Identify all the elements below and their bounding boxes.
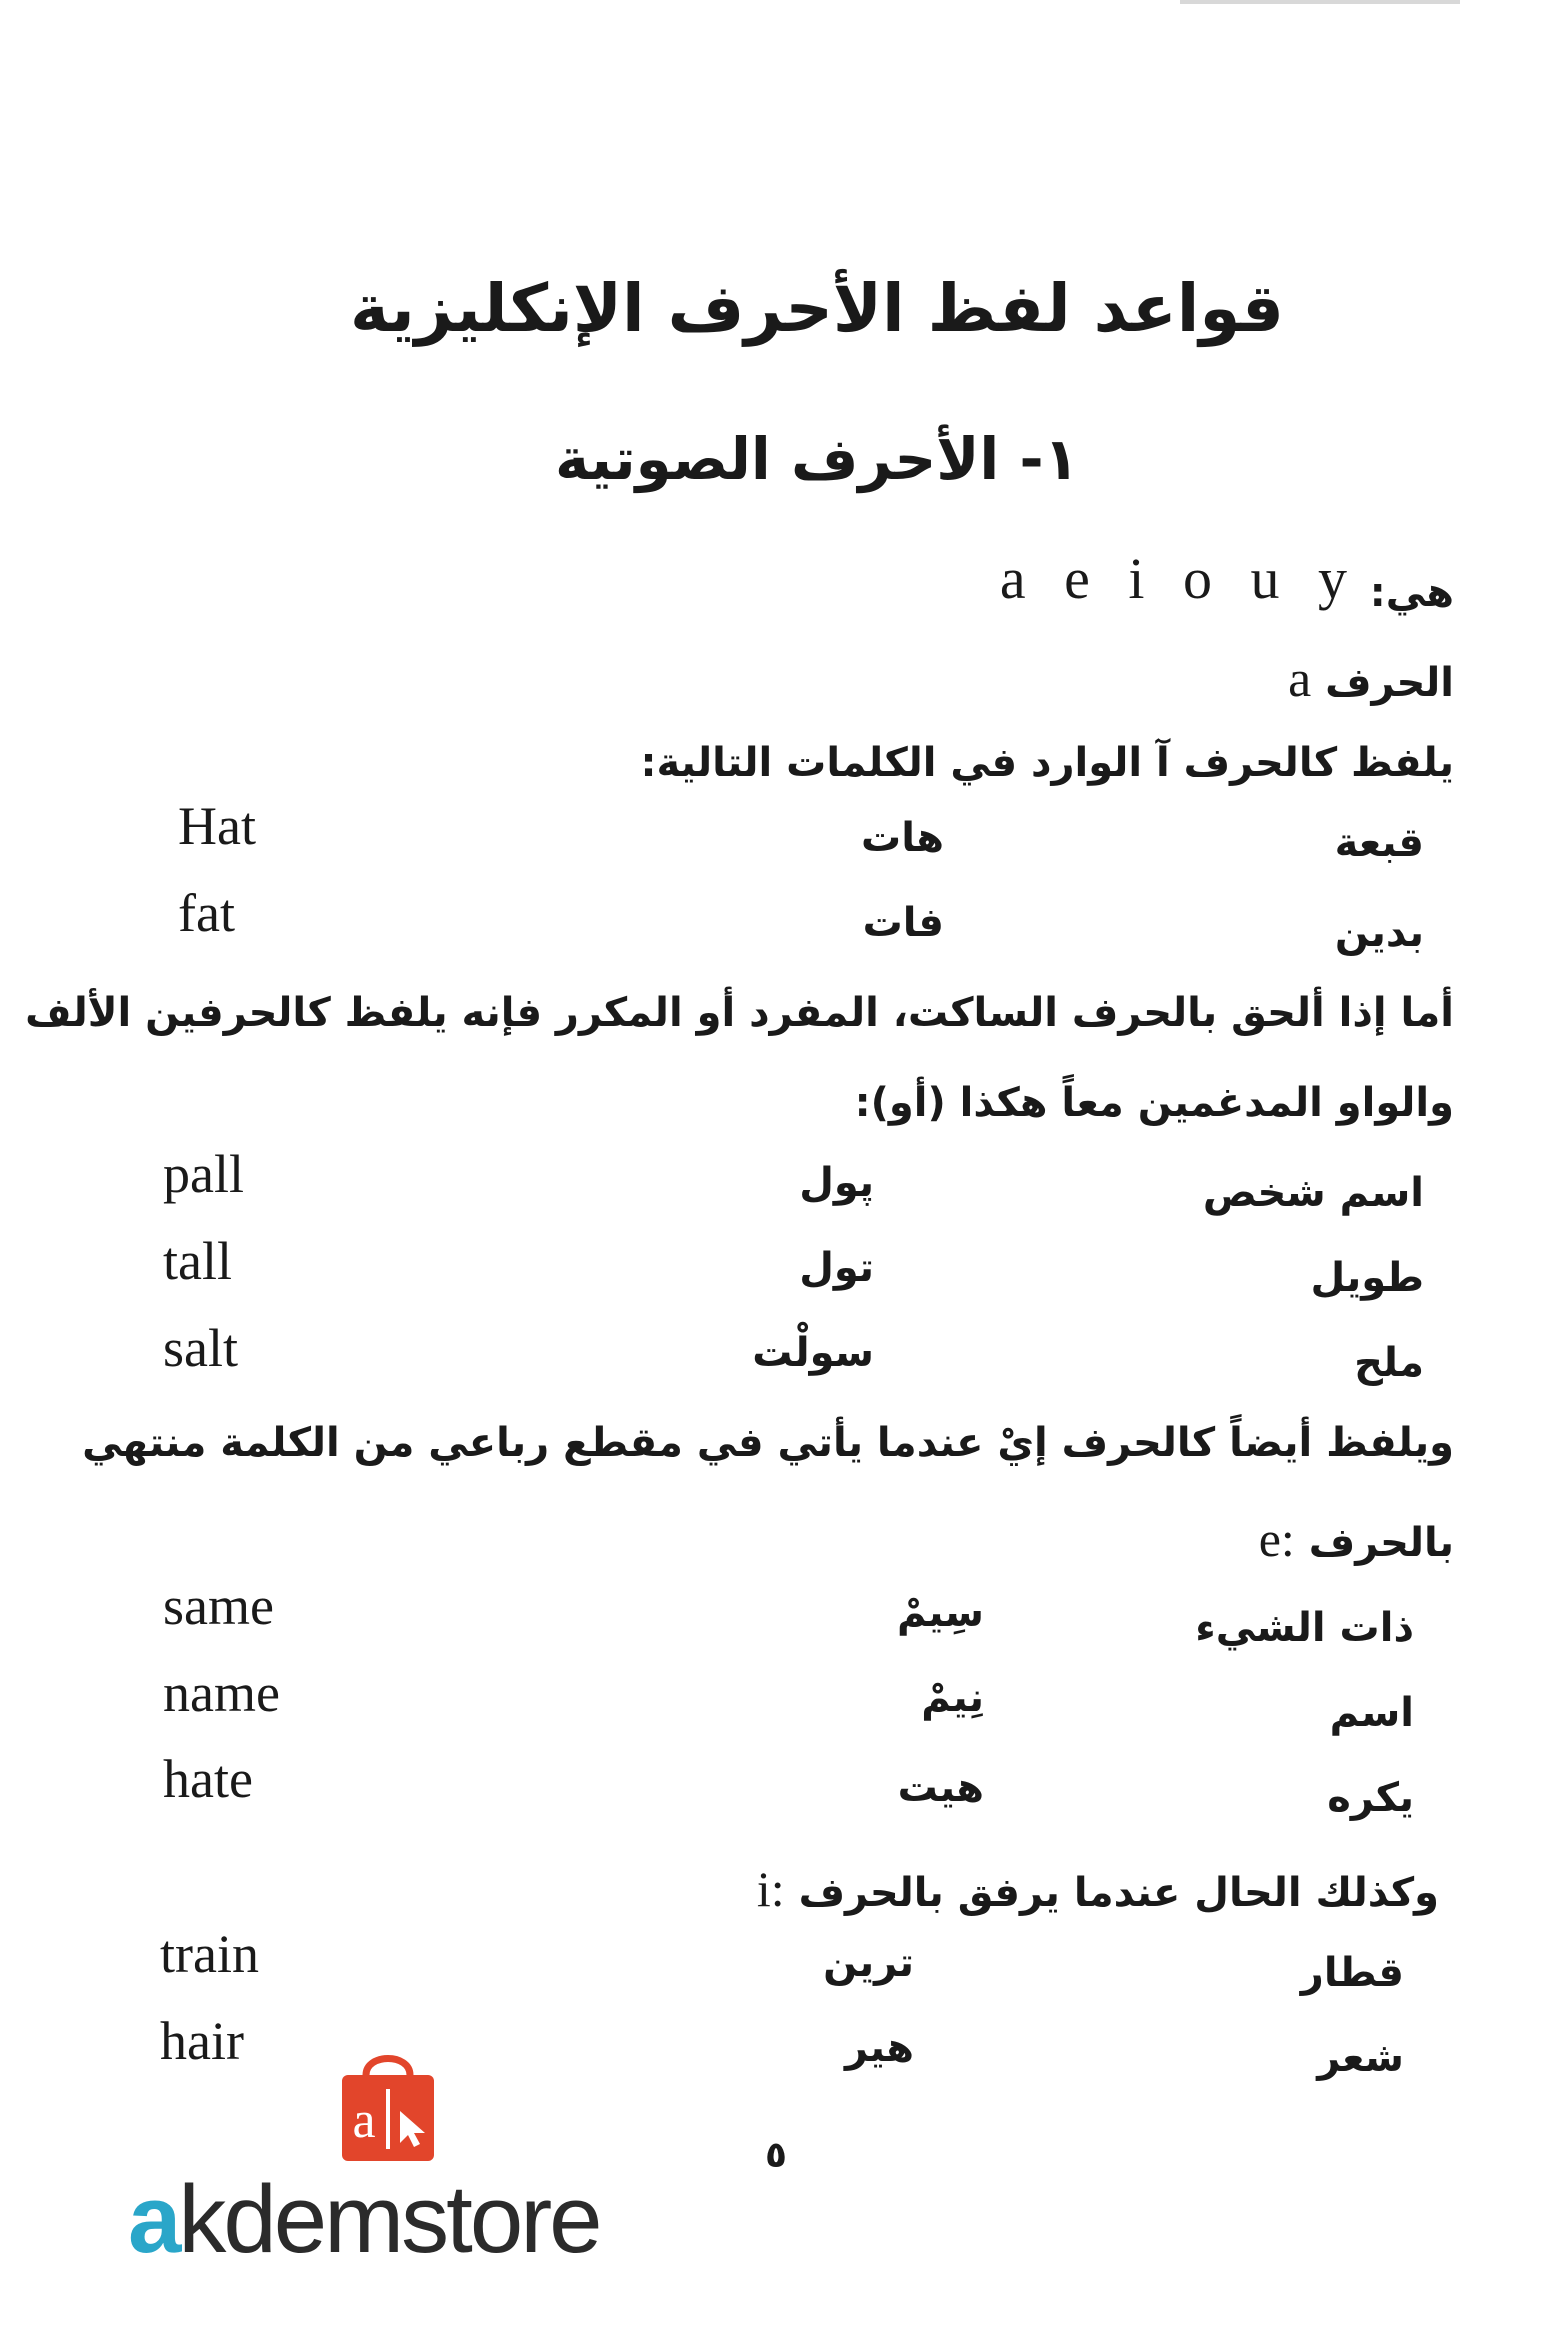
intro-line: يلفظ كالحرف آ الوارد في الكلمات التالية: <box>640 740 1454 786</box>
word-arabic: بدين <box>1334 910 1424 956</box>
word-english: train <box>160 1924 259 1984</box>
word-arabic: ذات الشيء <box>1195 1605 1414 1651</box>
bag-letter: a <box>352 2092 376 2149</box>
word-pronunciation: هير <box>845 2025 914 2071</box>
word-english: tall <box>163 1231 232 1291</box>
word-english: hair <box>160 2011 244 2071</box>
word-english: fat <box>178 883 235 943</box>
word-arabic: اسم شخص <box>1202 1170 1424 1216</box>
word-pronunciation: سولْت <box>752 1330 874 1376</box>
page-number: ٥ <box>765 2135 787 2176</box>
brand-first-letter: a <box>128 2166 179 2273</box>
rule-line: ويلفظ أيضاً كالحرف إيْ عندما يأتي في مقطع رباعي من الكلمة منتهي <box>82 1420 1454 1466</box>
word-english: hate <box>163 1749 253 1809</box>
shopping-bag-icon <box>328 2045 448 2165</box>
vowels-label: هي: <box>1369 570 1454 616</box>
rule-line-letter: i: <box>756 1861 785 1917</box>
word-pronunciation: سِيمْ <box>896 1590 984 1636</box>
brand-logo <box>128 2045 648 2295</box>
word-pronunciation: پول <box>799 1160 874 1206</box>
word-english: same <box>163 1576 274 1636</box>
brand-wordmark <box>128 2165 600 2275</box>
letter-heading <box>1288 650 1454 709</box>
letter-heading-label: الحرف <box>1325 660 1454 706</box>
section-title: ١- الأحرف الصوتية <box>555 425 1079 493</box>
page-title: قواعد لفظ الأحرف الإنكليزية <box>349 270 1285 347</box>
word-pronunciation: تول <box>799 1245 874 1291</box>
word-english: name <box>163 1663 280 1723</box>
rule-line-label: وكذلك الحال عندما يرفق بالحرف <box>798 1870 1439 1916</box>
top-edge-rule <box>1180 0 1460 4</box>
letter-heading-value: a <box>1288 651 1312 708</box>
rule-line-label: بالحرف <box>1308 1520 1454 1566</box>
word-english: pall <box>163 1144 244 1204</box>
word-arabic: اسم <box>1329 1690 1414 1736</box>
word-arabic: قبعة <box>1334 820 1424 866</box>
word-english: salt <box>163 1318 238 1378</box>
rule-line-letter: e: <box>1258 1511 1295 1567</box>
rule-line-with-letter <box>1259 1510 1454 1568</box>
word-english: Hat <box>178 796 256 856</box>
word-pronunciation: هات <box>861 815 944 861</box>
word-arabic: قطار <box>1300 1950 1404 1996</box>
rule-line: أما إذا ألحق بالحرف الساكت، المفرد أو المكرر فإنه يلفظ كالحرفين الألف <box>25 990 1454 1036</box>
word-pronunciation: ترين <box>823 1940 914 1986</box>
word-pronunciation: هيت <box>897 1765 984 1811</box>
word-arabic: شعر <box>1317 2035 1404 2081</box>
brand-name-rest: kdemstore <box>178 2166 600 2273</box>
rule-line: والواو المدغمين معاً هكذا (أو): <box>854 1080 1454 1126</box>
word-arabic: يكره <box>1327 1775 1414 1821</box>
rule-line-with-letter <box>757 1860 1439 1918</box>
vowels-list: a e i o u y <box>999 546 1359 611</box>
word-arabic: طويل <box>1310 1255 1424 1301</box>
word-arabic: ملح <box>1354 1340 1424 1386</box>
word-pronunciation: فات <box>862 900 944 946</box>
word-pronunciation: نِيمْ <box>921 1675 984 1721</box>
